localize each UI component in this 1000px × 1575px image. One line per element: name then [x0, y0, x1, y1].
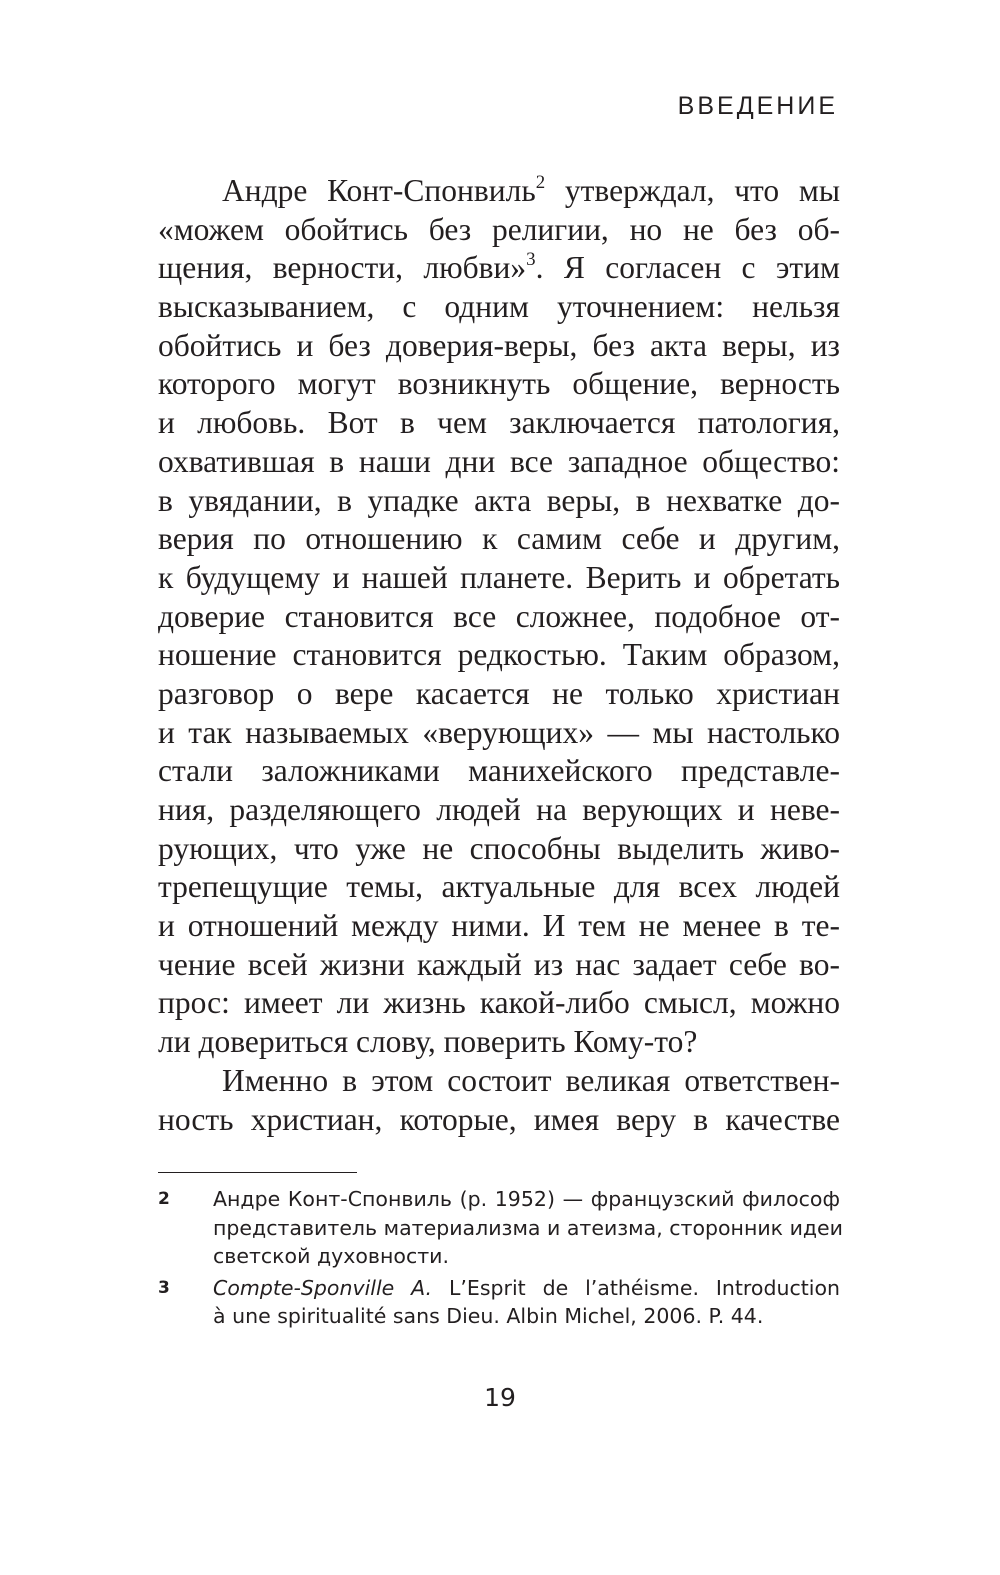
footnote-divider — [158, 1172, 357, 1173]
footnote-ref[interactable]: 3 — [526, 249, 536, 271]
text-line: которого могут возникнуть общение, верность — [158, 366, 840, 402]
text-line: в увядании, в упадке акта веры, в нехватке до- — [158, 482, 840, 518]
text-line: Андре Конт-Спонвиль$^2$ утверждал, что мы — [222, 171, 840, 208]
footnote-number: 2 — [158, 1189, 170, 1209]
paragraph — [158, 1062, 840, 1139]
text-line: ность христиан, которые, имея веру в качестве — [158, 1101, 840, 1137]
text-line: и отношений между ними. И тем не менее в те- — [158, 908, 840, 944]
text-line: к будущему и нашей планете. Верить и обретать — [158, 559, 840, 595]
footnote — [158, 1274, 840, 1331]
text-line: рующих, что уже не способны выделить живо- — [158, 830, 840, 866]
page-number: 19 — [484, 1383, 516, 1412]
text-line: стали заложниками манихейского представле- — [158, 753, 840, 789]
text-line: ношение становится редкостью. Таким образом, — [158, 637, 840, 673]
footnote-ref[interactable]: 2 — [535, 171, 546, 193]
footnote-number: 3 — [158, 1277, 170, 1298]
text-line: высказыванием, с одним уточнением: нельзя — [158, 289, 840, 325]
text-line: трепещущие темы, актуальные для всех людей — [158, 869, 840, 905]
text-line: Именно в этом состоит великая ответствен- — [222, 1062, 840, 1098]
text-line: разговор о вере касается не только христиан — [158, 675, 840, 711]
text-line: чение всей жизни каждый из нас задает себе во- — [158, 946, 840, 982]
body-text — [158, 172, 840, 1139]
running-head: ВВЕДЕНИЕ — [677, 92, 838, 120]
footnotes — [158, 1185, 843, 1334]
text-line: ли довериться слову, поверить Кому-то? — [158, 1024, 698, 1060]
text-line: ния, разделяющего людей на верующих и неве- — [158, 792, 840, 827]
footnote — [158, 1185, 843, 1271]
text-line: охватившая в наши дни все западное общество: — [158, 443, 840, 479]
footnote-line: Compte-Sponville A. L’Esprit de l’athéisme. Introduction — [213, 1275, 840, 1300]
text-line: доверие становится все сложнее, подобное от- — [158, 598, 840, 634]
footnote-author: Compte-Sponville A. — [213, 1275, 433, 1300]
text-line: и любовь. Вот в чем заключается патология, — [158, 405, 840, 441]
paragraph — [158, 172, 840, 1062]
text-line: «можем обойтись без религии, но не без об- — [158, 211, 840, 247]
footnote-line: Андре Конт-Спонвиль (р. 1952) — французский философ — [213, 1187, 840, 1211]
footnote-line: представитель материализма и атеизма, сторонник идеи — [213, 1215, 843, 1240]
text-line: обойтись и без доверия-веры, без акта веры, из — [158, 327, 840, 363]
text-line: и так называемых «верующих» — мы настолько — [158, 714, 840, 750]
text-line: прос: имеет ли жизнь какой-либо смысл, можно — [158, 985, 840, 1021]
text-line: верия по отношению к самим себе и другим, — [158, 521, 840, 557]
text-line: щения, верности, любви»$^3$. Я согласен с этим — [158, 249, 840, 286]
footnote-line: светской духовности. — [213, 1244, 450, 1268]
footnote-line: à une spiritualité sans Dieu. Albin Michel, 2006. P. 44. — [213, 1304, 764, 1328]
